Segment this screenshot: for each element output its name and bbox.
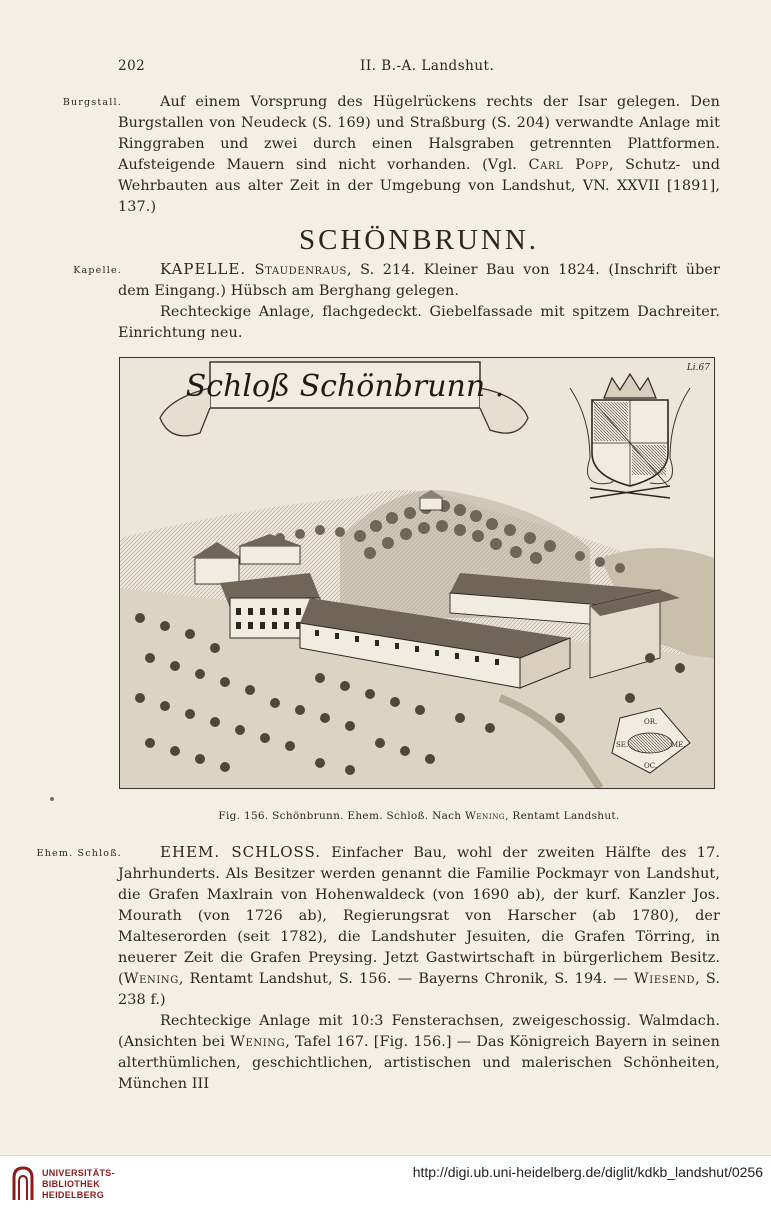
university-library-logo-icon[interactable] — [8, 1164, 38, 1204]
paragraph-burgstall: Auf einem Vorsprung des Hügelrückens rechts der Isar gelegen. Den Burgstallen von Neudeck (S. 169) und Straßburg (S. 204) verwandte Anlage mit Ringgraben und zwei durch einen Halsgraben getrennten Plattformen. Aufsteigende Mauern sind nicht vorhanden. (Vgl. Carl Popp, Schutz- und Wehrbauten aus alter Zeit in der Umgebung von Landshut, VN. XXVII [1891], 137.) — [118, 94, 721, 215]
author-ref: Carl Popp — [528, 157, 609, 173]
author-ref: Wening — [123, 971, 179, 987]
compass-east: ME. — [671, 741, 686, 749]
author-ref: Wening — [230, 1034, 286, 1050]
author-ref: Wening — [465, 810, 506, 822]
compass-south: OC. — [644, 762, 658, 770]
compass-north: OR. — [644, 718, 658, 726]
institution-name[interactable]: UNIVERSITÄTS- BIBLIOTHEK HEIDELBERG — [42, 1168, 115, 1200]
kapelle-description: Rechteckige Anlage, flachgedeckt. Giebelfassade mit spitzem Dachreiter. Einrichtung neu. — [118, 304, 720, 341]
margin-note-burgstall: Burgstall. — [62, 97, 122, 108]
paragraph-schloss: EHEM. SCHLOSS. Einfacher Bau, wohl der zweiten Hälfte des 17. Jahrhunderts. Als Besitzer werden genannt die Familie Pockmayr von Landshut, die Grafen Maxlrain von Hohenwaldeck (von 1690 ab), der kurf. Kanzler Jos. Mourath (von 1726 ab), Regierungsrat von Harscher (ab 1780), der Malteserorden (seit 1782), die Landshuter Jesuiten, die Grafen Törring, in neuerer Zeit die Grafen Preysing. Jetzt Gastwirtschaft in bürgerlichem Besitz. (Wening, Rentamt Landshut, S. 156. — Bayerns Chronik, S. 194. — Wiesend, S. 238 f.) Rechteckige Anlage mit 10:3 Fensterachsen, zweigeschossig. Walmdach. (Ansichten bei Wening, Tafel 167. [Fig. 156.] — Das Königreich Bayern in seinen alterthümlichen, geschichtlichen, artistischen und malerischen Schönheiten, München III — [118, 843, 721, 1092]
permalink-url[interactable]: http://digi.ub.uni-heidelberg.de/diglit/kdkb_landshut/0256 — [412, 1164, 763, 1180]
author-ref: Wiesend — [633, 971, 696, 987]
margin-note-schloss: Ehem. Schloß. — [36, 848, 122, 859]
author-ref: Staudenraus — [254, 262, 347, 278]
running-title: II. B.-A. Landshut. — [360, 58, 495, 74]
kapelle-heading: KAPELLE. — [160, 260, 247, 278]
paper-speck — [50, 797, 54, 801]
plate-number: Li.67 — [686, 363, 710, 373]
viewer-footer — [0, 1155, 771, 1212]
figure-caption: Fig. 156. Schönbrunn. Ehem. Schloß. Nach Wening, Rentamt Landshut. — [218, 810, 620, 822]
banner-text: Schloß Schönbrunn . — [185, 369, 505, 404]
engraving-plate — [119, 357, 715, 789]
section-title: SCHÖNBRUNN. — [298, 224, 540, 256]
page-number: 202 — [118, 58, 146, 74]
engraving-illustration — [120, 358, 714, 788]
compass-west: SE. — [616, 741, 629, 749]
schloss-heading: EHEM. SCHLOSS. — [160, 843, 322, 861]
margin-note-kapelle: Kapelle. — [73, 265, 122, 276]
paragraph-kapelle: KAPELLE. Staudenraus, S. 214. Kleiner Bau von 1824. (Inschrift über dem Eingang.) Hübsch am Berghang gelegen. Rechteckige Anlage, flachgedeckt. Giebelfassade mit spitzem Dachreiter. Einrichtung neu. — [118, 259, 720, 344]
